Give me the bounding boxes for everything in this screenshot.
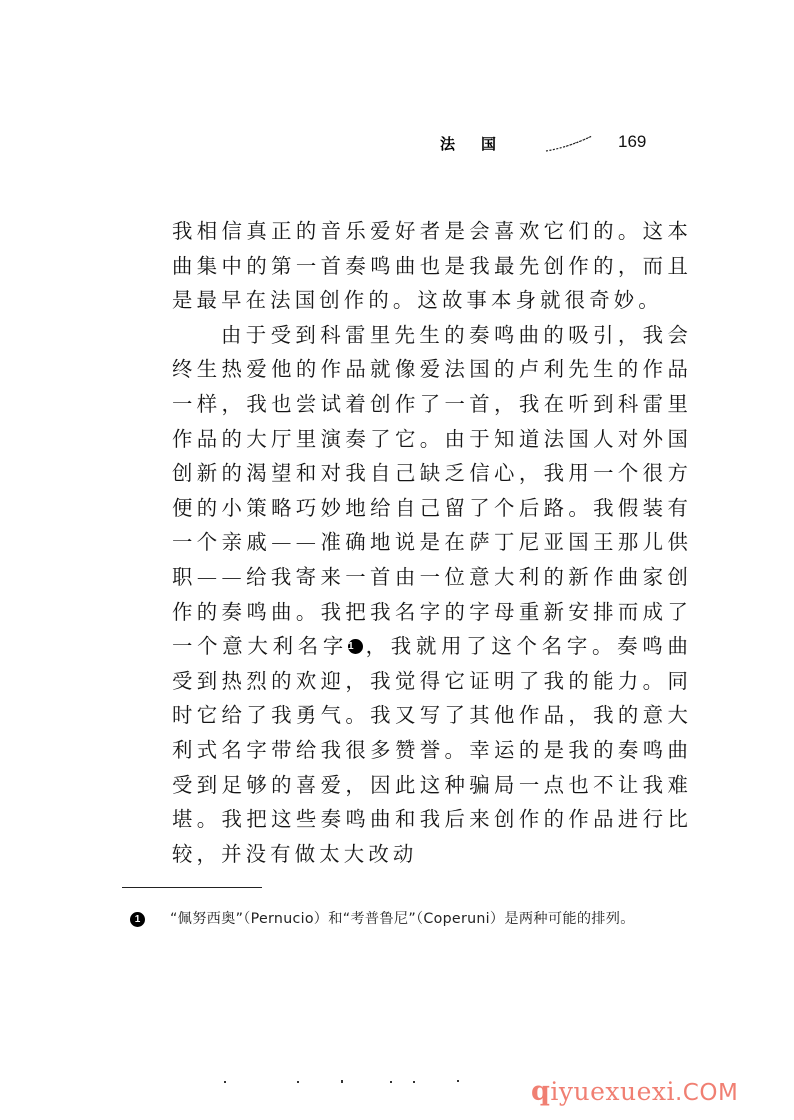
footnote-reference[interactable]: 1	[348, 639, 363, 654]
body-text	[172, 214, 692, 871]
section-title: 法国	[440, 135, 523, 153]
running-head	[436, 130, 666, 160]
scan-dot	[457, 1080, 459, 1082]
scan-dot	[390, 1081, 392, 1083]
scan-dot	[297, 1081, 299, 1083]
swash-ornament-icon	[544, 134, 594, 154]
watermark-q: q	[531, 1076, 551, 1107]
paragraph-text: 我相信真正的音乐爱好者是会喜欢它们的。这本曲集中的第一首奏鸣曲也是我最先创作的，而且是最早在法国创作的。这故事本身就很奇妙。	[172, 219, 692, 313]
scan-dot	[224, 1081, 226, 1083]
paragraph-text-before-ref: 由于受到科雷里先生的奏鸣曲的吸引，我会终生热爱他的作品就像爱法国的卢利先生的作品一样，我也尝试着创作了一首，我在听到科雷里作品的大厅里演奏了它。由于知道法国人对外国创新的渴望和对我自己缺乏信心，我用一个很方便的小策略巧妙地给自己留了个后路。我假装有一个亲戚——准确地说是在萨丁尼亚国王那儿供职——给我寄来一首由一位意大利的新作曲家创作的奏鸣曲。我把我名字的字母重新安排而成了一个意大利名字	[172, 322, 692, 659]
footnote-text: “佩努西奥”（Pernucio）和“考普鲁尼”（Coperuni）是两种可能的排列。	[170, 911, 635, 927]
scan-dot	[341, 1080, 343, 1083]
footnote-divider	[122, 887, 262, 888]
watermark-name: iyuexuexi	[550, 1077, 675, 1106]
paragraph-text-after-ref: ，我就用了这个名字。奏鸣曲受到热烈的欢迎，我觉得它证明了我的能力。同时它给了我勇气。我又写了其他作品，我的意大利式名字带给我很多赞誉。幸运的是我的奏鸣曲受到足够的喜爱，因此这种骗局一点也不让我难堪。我把这些奏鸣曲和我后来创作的作品进行比较，并没有做太大改动	[172, 634, 692, 866]
watermark-logo	[531, 1076, 738, 1107]
watermark-tld: .COM	[675, 1080, 739, 1106]
scan-dot	[413, 1081, 415, 1083]
paragraph-1	[172, 214, 692, 318]
footnote-marker: 1	[130, 912, 145, 927]
page-number: 169	[618, 132, 647, 151]
paragraph-2	[172, 318, 692, 872]
